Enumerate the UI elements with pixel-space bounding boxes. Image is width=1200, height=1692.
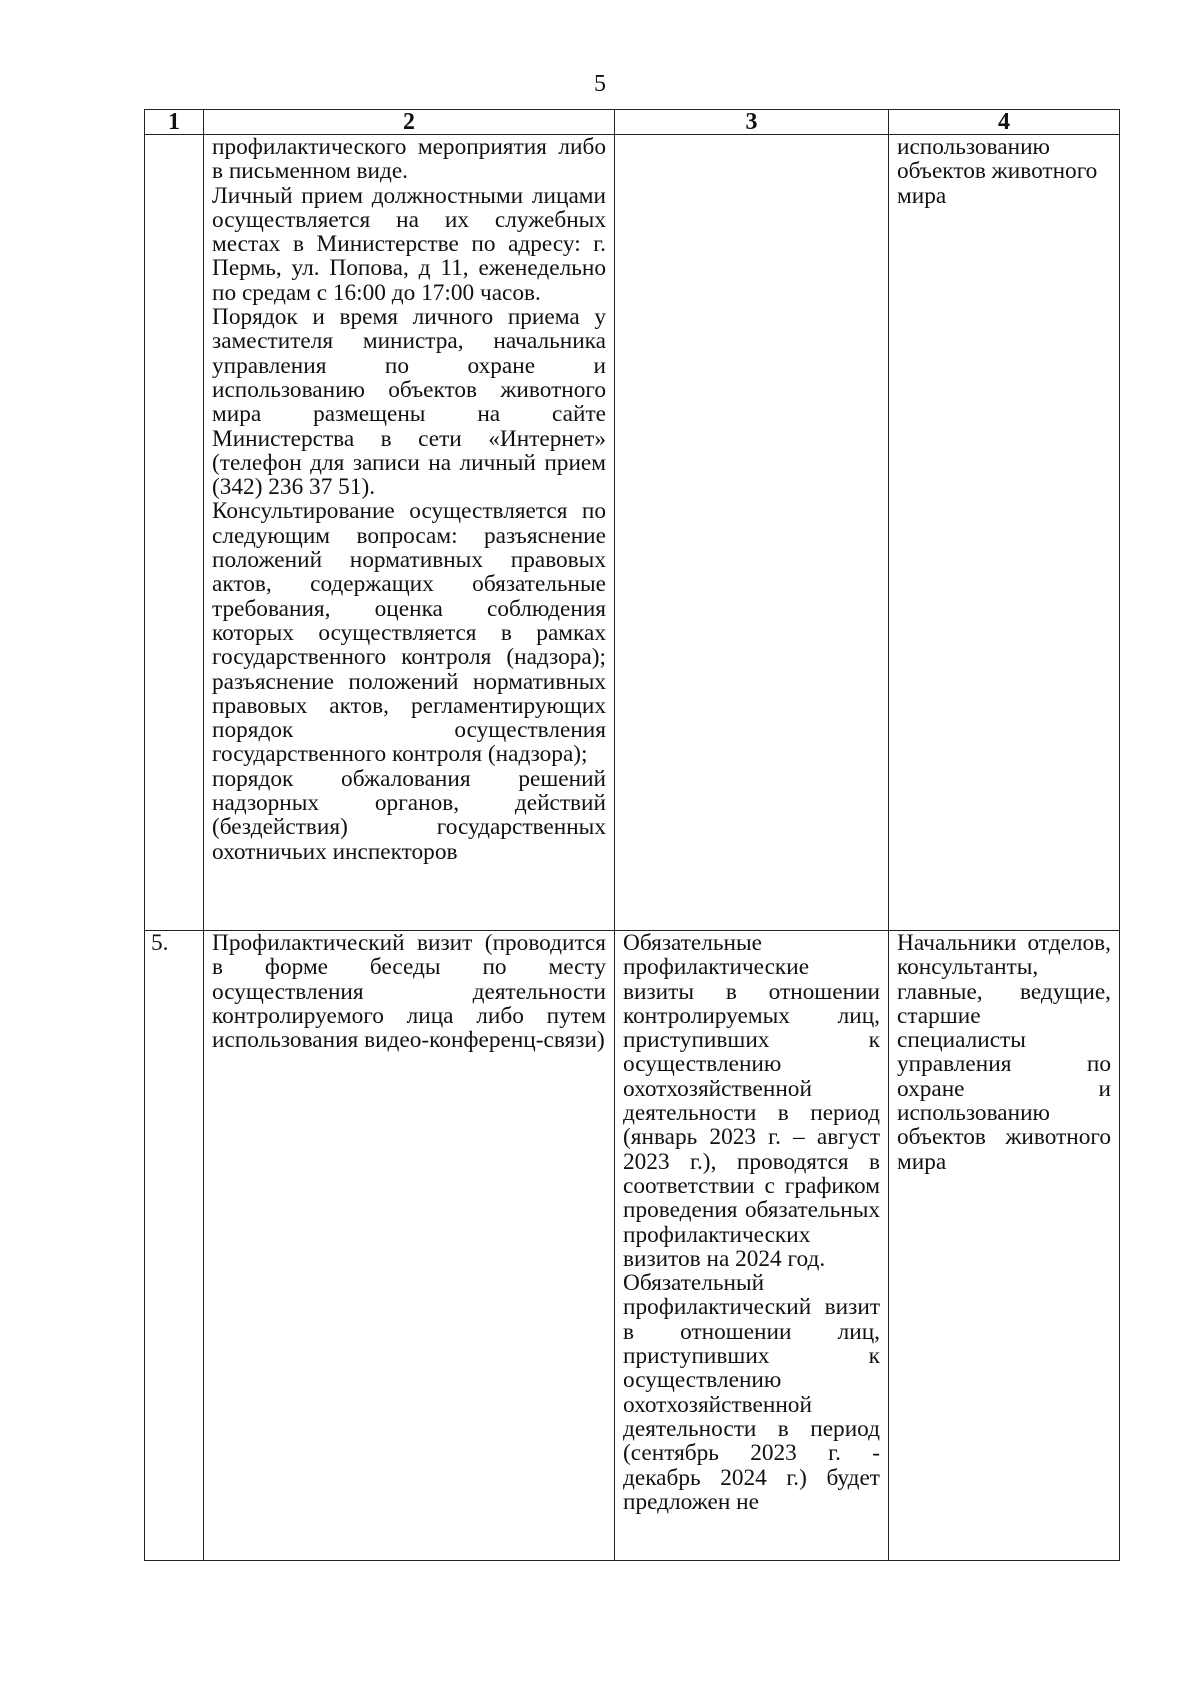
paragraph: Обязательные профилактические визиты в отношении контролируемых лиц, приступивших к осуществлению охотхозяйственной деятельности в период (январь 2023 г. – август 2023 г.), проводятся в соответствии с графиком проведения обязательных профилактических визитов на 2024 год. xyxy=(623,930,880,1272)
column-header-3: 3 xyxy=(615,110,889,135)
paragraph: порядок обжалования решений надзорных органов, действий (бездействия) государственных охотничьих инспекторов xyxy=(212,765,606,865)
table-row xyxy=(145,135,1120,931)
schedule-cell xyxy=(615,931,889,1561)
responsible-cell xyxy=(889,135,1120,931)
paragraph: Личный прием должностными лицами осуществляется на их служебных местах в Министерстве по адресу: г. Пермь, ул. Попова, д 11, еженедельно по средам с 16:00 до 17:00 часов. xyxy=(212,182,606,306)
table-row xyxy=(145,931,1120,1561)
paragraph: Профилактический визит (проводится в форме беседы по месту осуществления деятельности контролируемого лица либо путем использования видео-конференц-связи) xyxy=(212,930,606,1054)
paragraph: использованию объектов животного мира xyxy=(897,134,1098,209)
paragraph: Обязательный профилактический визит в отношении лиц, приступивших к осуществлению охотхозяйственной деятельности в период (сентябрь 2023 г. - декабрь 2024 г.) будет предложен не xyxy=(623,1270,880,1515)
measures-table xyxy=(144,109,1120,1561)
paragraph: Начальники отделов, консультанты, главные, ведущие, старшие специалисты управления по охране и использованию объектов животного мира xyxy=(897,930,1111,1175)
table-header-row xyxy=(145,110,1120,135)
schedule-cell xyxy=(615,135,889,931)
measure-description-cell xyxy=(204,931,615,1561)
column-header-2: 2 xyxy=(204,110,615,135)
measure-description-cell xyxy=(204,135,615,931)
responsible-cell xyxy=(889,931,1120,1561)
column-header-4: 4 xyxy=(889,110,1120,135)
row-number-cell xyxy=(145,135,204,931)
paragraph: профилактического мероприятия либо в письменном виде. xyxy=(212,134,606,185)
paragraph: Порядок и время личного приема у заместителя министра, начальника управления по охране и использованию объектов животного мира размещены на сайте Министерства в сети «Интернет» (телефон для записи на личный прием (342) 236 37 51). xyxy=(212,304,606,501)
row-number-cell: 5. xyxy=(145,931,204,1561)
page-number: 5 xyxy=(594,71,606,97)
paragraph: Консультирование осуществляется по следующим вопросам: разъяснение положений нормативных правовых актов, содержащих обязательные требования, оценка соблюдения которых осуществляется в рамках государственного контроля (надзора); разъяснение положений нормативных правовых актов, регламентирующих порядок осуществления государственного контроля (надзора); xyxy=(212,498,606,768)
column-header-1: 1 xyxy=(145,110,204,135)
